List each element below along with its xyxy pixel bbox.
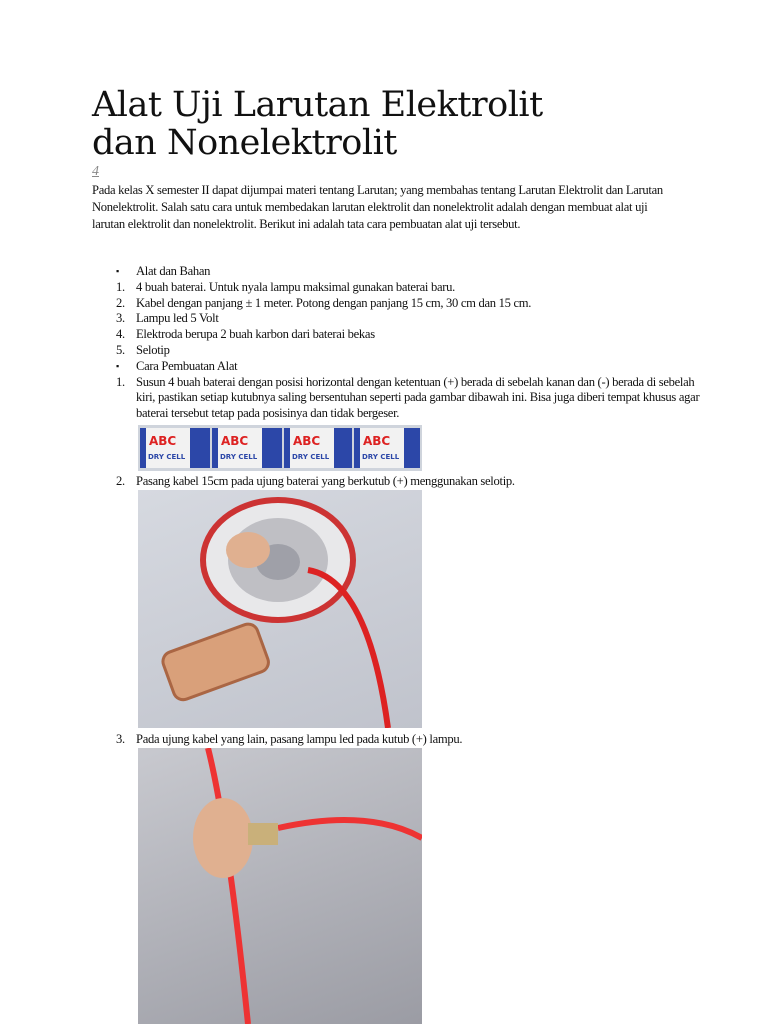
- list-number: 3.: [116, 732, 125, 746]
- battery-label: ABC: [221, 434, 249, 448]
- materials-list: [116, 264, 706, 422]
- list-item: [116, 311, 706, 327]
- list-item: [116, 264, 706, 280]
- bullet: ▪: [116, 360, 119, 371]
- battery-cable-photo: [138, 490, 422, 728]
- list-number: 1.: [116, 374, 125, 389]
- batteries-illustration: [138, 425, 422, 471]
- list-number: 2.: [116, 295, 125, 310]
- list-item: [116, 296, 706, 312]
- page-title: [92, 86, 543, 162]
- step-3: [116, 732, 462, 747]
- list-item: [116, 359, 706, 375]
- battery-sublabel: DRY CELL: [292, 453, 330, 461]
- led-cable-illustration: [138, 748, 422, 1024]
- list-number: 4.: [116, 327, 125, 342]
- list-text: 4 buah baterai. Untuk nyala lampu maksimal gunakan baterai baru.: [136, 279, 455, 294]
- led-cable-photo: [138, 748, 422, 1024]
- list-number: 3.: [116, 311, 125, 326]
- step-2: [116, 474, 515, 489]
- title-line-1: Alat Uji Larutan Elektrolit: [92, 85, 543, 125]
- list-number: 2.: [116, 474, 125, 488]
- list-text: Cara Pembuatan Alat: [136, 358, 238, 373]
- list-item: [116, 327, 706, 343]
- list-text: Elektroda berupa 2 buah karbon dari baterai bekas: [136, 327, 375, 342]
- battery-label: ABC: [149, 434, 177, 448]
- list-item: [116, 280, 706, 296]
- battery-cable-illustration: [138, 490, 422, 728]
- battery-sublabel: DRY CELL: [220, 453, 258, 461]
- list-text: Selotip: [136, 342, 170, 357]
- battery-label: ABC: [363, 434, 391, 448]
- list-item: [116, 375, 706, 422]
- list-text: Susun 4 buah baterai dengan posisi horizontal dengan ketentuan (+) berada di sebelah kanan dan (-) berada di sebelah kiri, pastikan setiap kutubnya saling bersentuhan seperti pada gambar dibawah ini. Bisa juga diberi tempat khusus agar baterai tersebut tetap pada posisinya dan tidak bergeser.: [136, 374, 700, 421]
- battery-sublabel: DRY CELL: [148, 453, 186, 461]
- battery-sublabel: DRY CELL: [362, 453, 400, 461]
- list-number: 5.: [116, 342, 125, 357]
- bullet: ▪: [116, 266, 119, 276]
- list-number: 1.: [116, 279, 125, 294]
- title-line-2: dan Nonelektrolit: [92, 123, 397, 163]
- batteries-photo: [138, 425, 422, 471]
- list-text: Pada ujung kabel yang lain, pasang lampu led pada kutub (+) lampu.: [136, 732, 463, 746]
- list-text: Alat dan Bahan: [136, 264, 211, 278]
- list-text: Lampu led 5 Volt: [136, 311, 219, 326]
- page-number-link[interactable]: 4: [92, 164, 99, 179]
- intro-paragraph: Pada kelas X semester II dapat dijumpai materi tentang Larutan; yang membahas tentang Larutan Elektrolit dan Larutan Nonelektrolit. Salah satu cara untuk membedakan larutan elektrolit dan nonelektrolit adalah dengan membuat alat uji larutan elektrolit dan nonelektrolit. Berikut ini adalah tata cara pembuatan alat uji tersebut.: [92, 183, 663, 231]
- list-text: Pasang kabel 15cm pada ujung baterai yang berkutub (+) menggunakan selotip.: [136, 474, 515, 488]
- battery-label: ABC: [293, 434, 321, 448]
- list-text: Kabel dengan panjang ± 1 meter. Potong dengan panjang 15 cm, 30 cm dan 15 cm.: [136, 295, 532, 310]
- list-item: [116, 343, 706, 359]
